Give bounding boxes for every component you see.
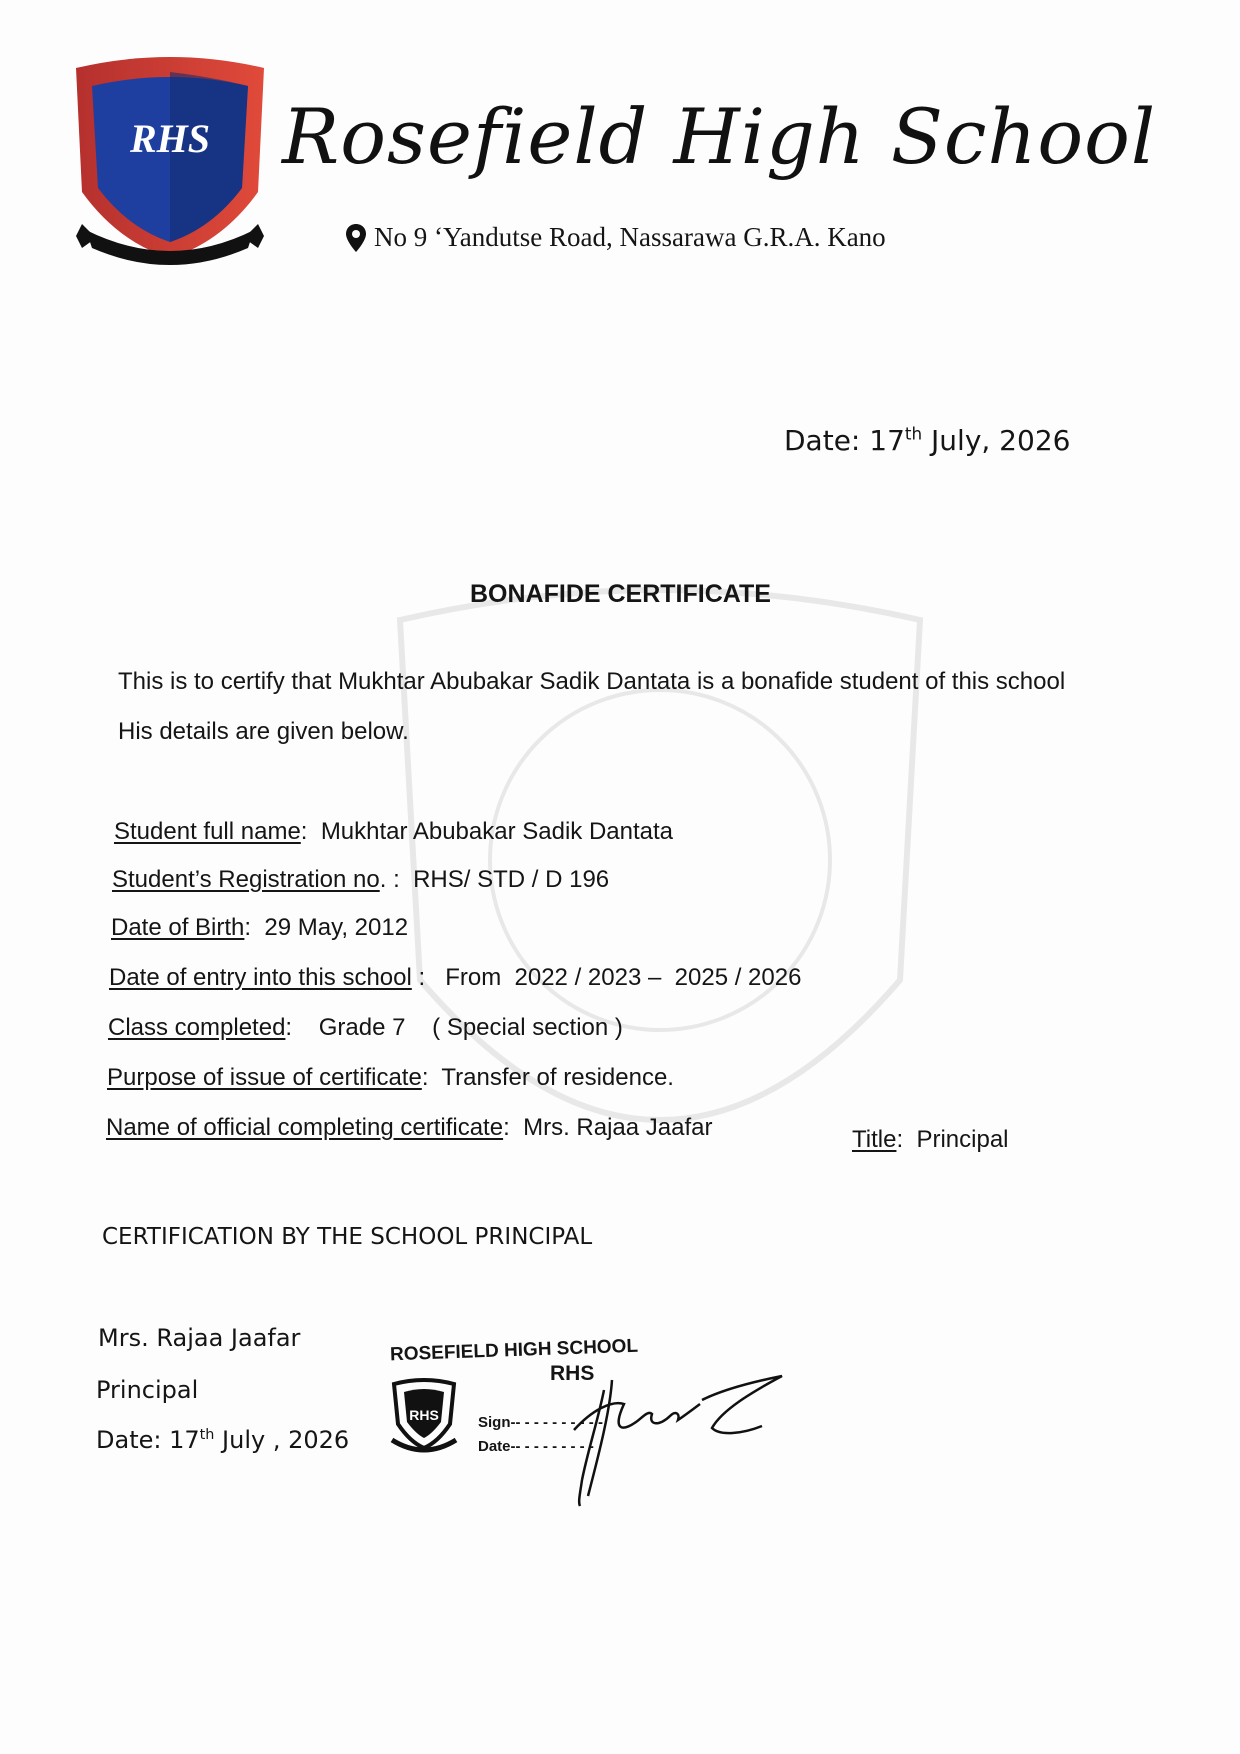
certification-date: Date: 17th July , 2026 [96,1426,350,1454]
stamp-school-name: ROSEFIELD HIGH SCHOOL [389,1335,639,1366]
stamp-date-label: Date-- - - - - - - - - [478,1438,594,1455]
field-date-of-birth: Date of Birth: 29 May, 2012 [111,914,409,941]
field-registration-no: Student’s Registration no. : RHS/ STD / D 196 [112,866,610,893]
school-name: Rosefield High School [282,92,1157,181]
field-purpose: Purpose of issue of certificate: Transfer of residence. [107,1064,674,1091]
school-logo-icon [72,52,268,266]
school-address: No 9 ‘Yandutse Road, Nassarawa G.R.A. Kano [374,222,886,252]
field-title: Title: Principal [852,1126,1009,1153]
stamp-abbrev: RHS [550,1362,595,1385]
field-class-completed: Class completed: Grade 7 ( Special section ) [108,1014,623,1041]
stamp-sign-label: Sign-- - - - - - - - - - [478,1414,603,1431]
field-official-name: Name of official completing certificate: Mrs. Rajaa Jaafar [106,1114,713,1141]
field-date-of-entry: Date of entry into this school : From 2022 / 2023 – 2025 / 2026 [109,964,802,991]
svg-text:RHS: RHS [409,1407,439,1423]
issue-date: Date: 17th July, 2026 [784,423,1071,457]
field-student-full-name: Student full name: Mukhtar Abubakar Sadik Dantata [114,818,674,845]
intro-line-2: His details are given below. [118,718,409,745]
principal-name: Mrs. Rajaa Jaafar [98,1324,301,1352]
svg-text:RHS: RHS [129,116,211,161]
principal-signature [552,1370,784,1508]
intro-line-1: This is to certify that Mukhtar Abubakar Sadik Dantata is a bonafide student of this school [118,668,1066,695]
map-pin-icon [346,224,366,252]
certificate-title: BONAFIDE CERTIFICATE [470,580,771,608]
stamp-crest-icon [390,1378,458,1454]
certification-heading: CERTIFICATION BY THE SCHOOL PRINCIPAL [102,1224,593,1250]
principal-role: Principal [96,1376,199,1404]
